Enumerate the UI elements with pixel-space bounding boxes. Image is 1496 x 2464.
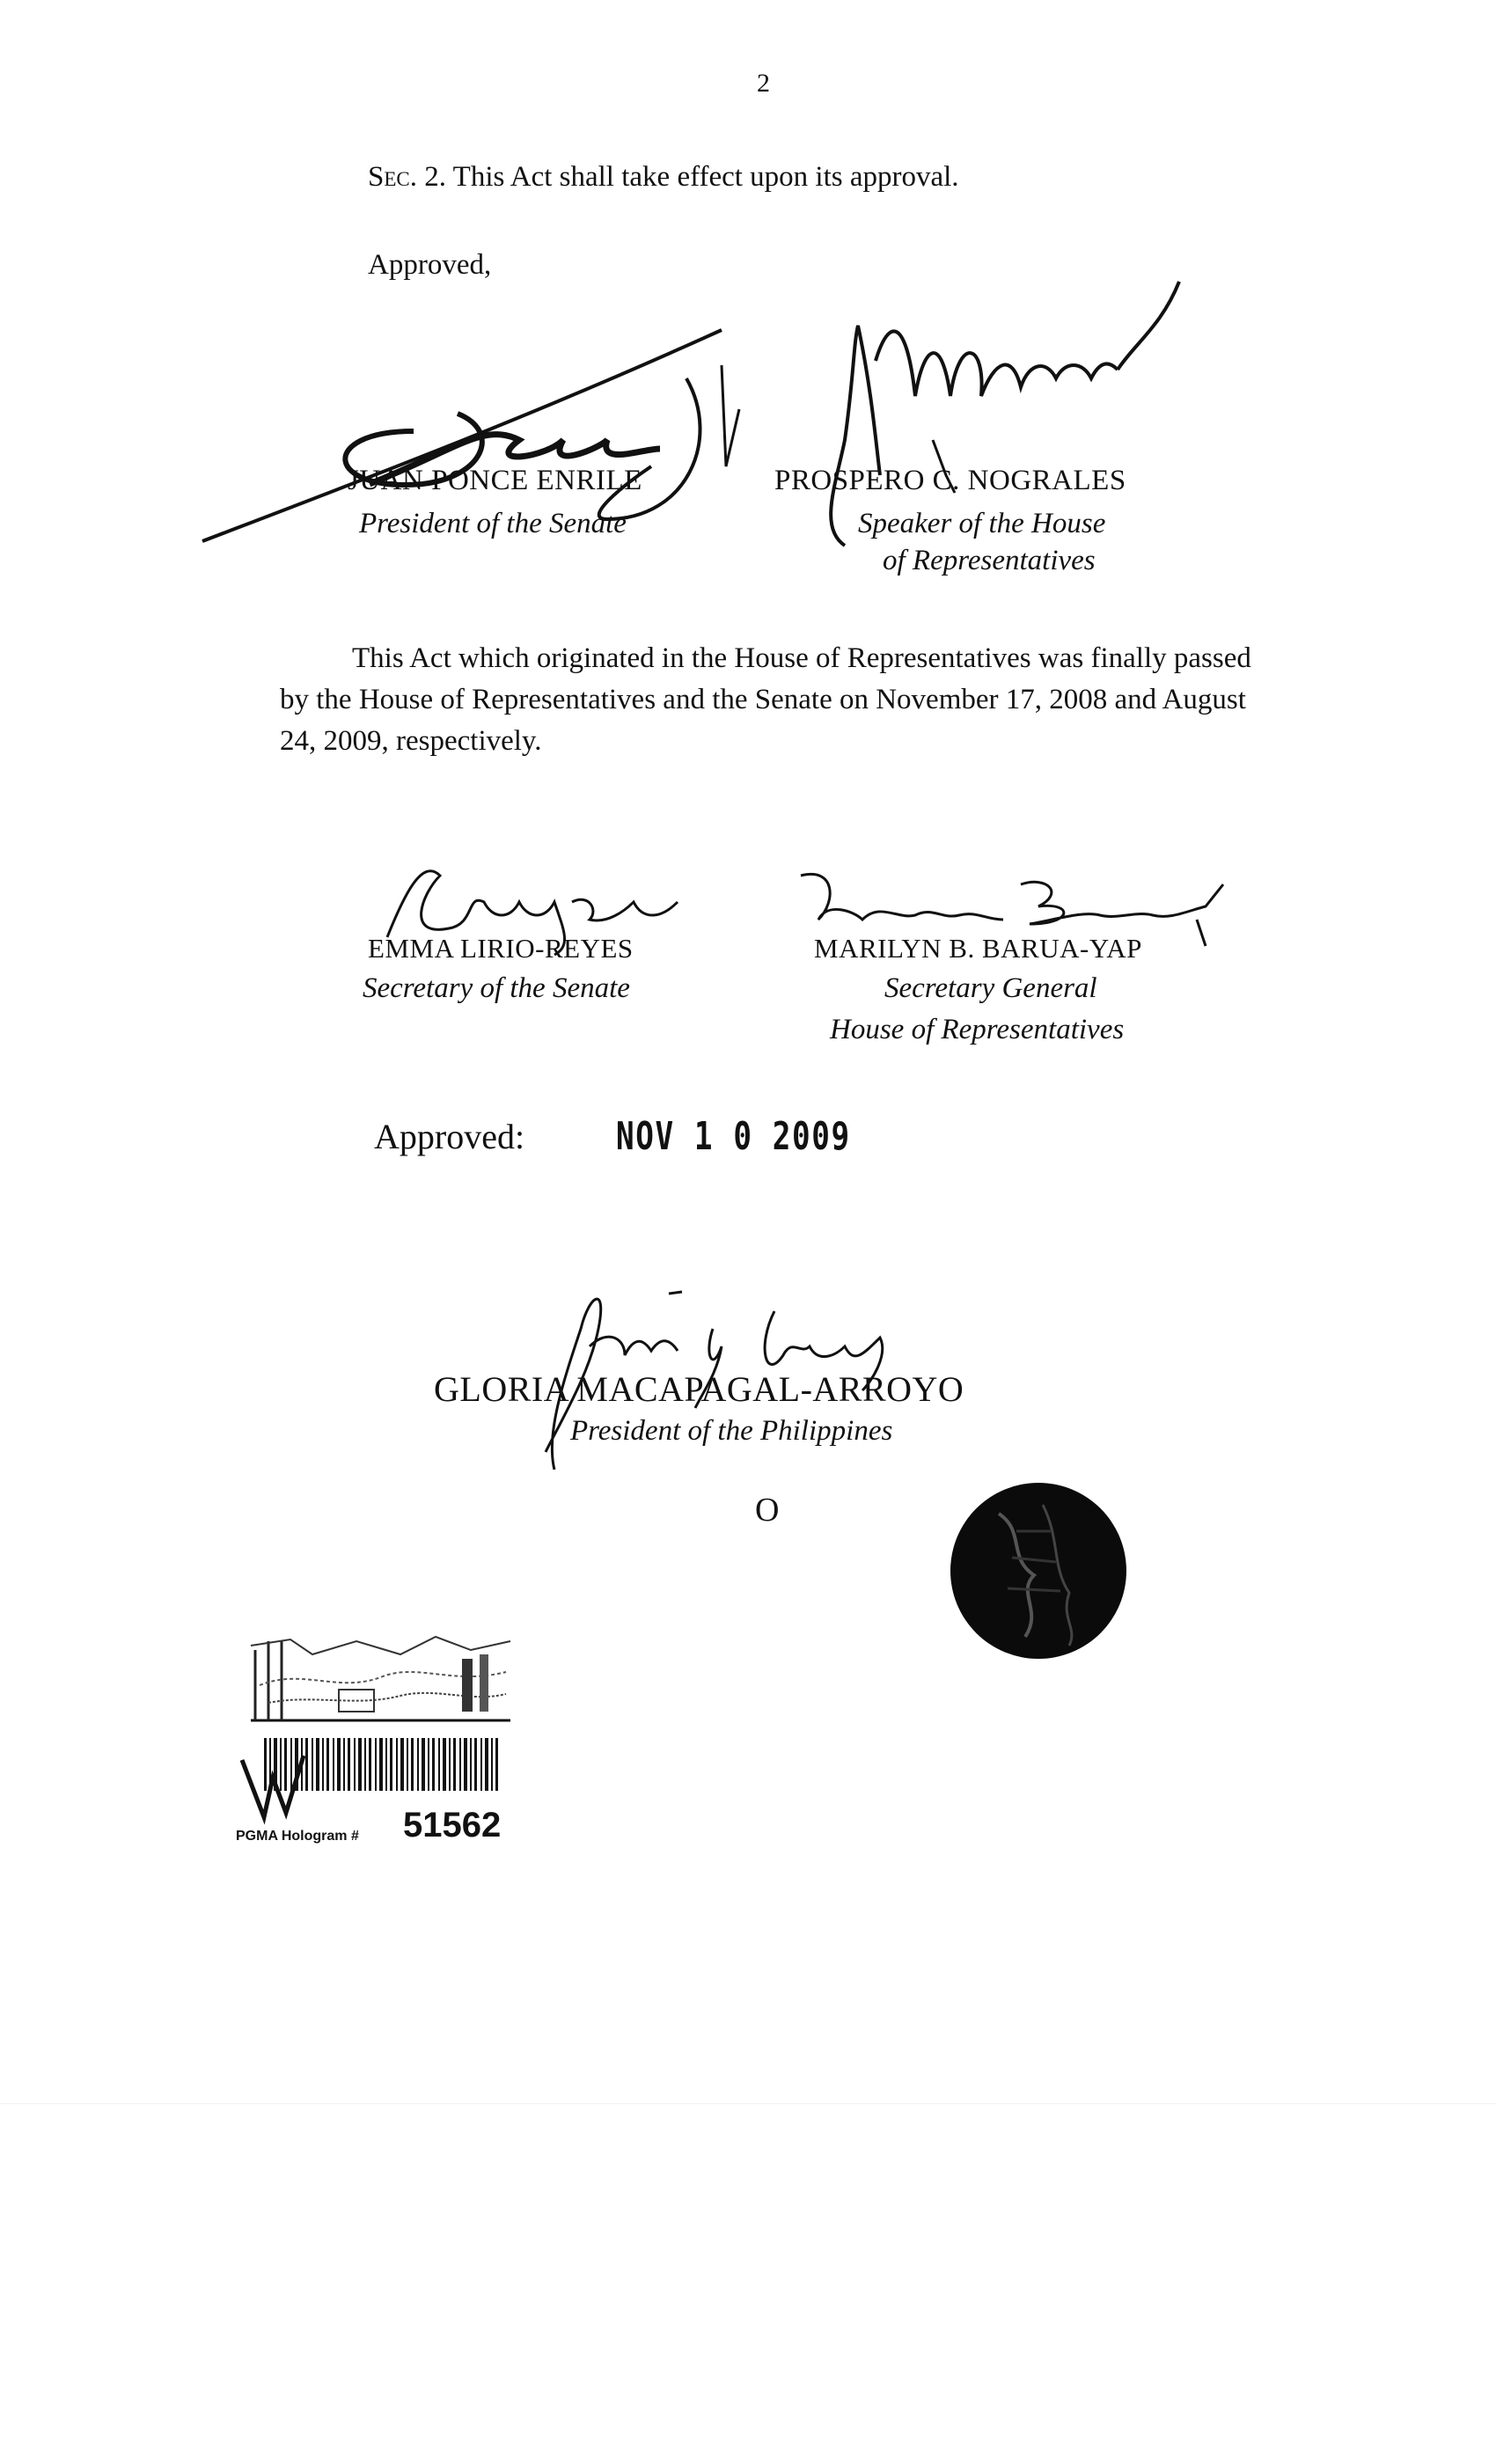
hologram-initial-mark (238, 1751, 308, 1822)
approval-label: Approved: (374, 1117, 525, 1156)
signatory-speaker-title-line1: Speaker of the House (858, 508, 1106, 539)
section-2 (368, 161, 959, 194)
page-number: 2 (757, 69, 770, 98)
dry-seal-mark (946, 1478, 1131, 1663)
hologram-number: 51562 (403, 1806, 502, 1844)
signature-senate-president (194, 317, 757, 581)
scan-edge-line (0, 2103, 1496, 2104)
section-text: This Act shall take effect upon its approval. (452, 161, 959, 193)
hologram-building-image (251, 1632, 510, 1725)
senate-secretary-name: EMMA LIRIO-REYES (368, 933, 634, 964)
signatory-senate-president-title: President of the Senate (359, 508, 627, 539)
paragraph-text: This Act which originated in the House of Representatives was finally passed by the House of Representatives and the Senate on November 17, 2008 and August 24, 2009, respectively. (280, 642, 1251, 757)
house-secretary-title-line1: Secretary General (884, 972, 1097, 1004)
signatory-speaker-title-line2: of Representatives (883, 545, 1096, 576)
end-mark: O (755, 1492, 780, 1529)
legislative-history-paragraph (280, 638, 1265, 762)
signatory-senate-president-name: JUAN PONCE ENRILE (348, 465, 642, 496)
president-name: GLORIA MACAPAGAL-ARROYO (434, 1369, 964, 1409)
section-label: Sec. 2. (368, 161, 446, 193)
house-secretary-title-line2: House of Representatives (830, 1014, 1125, 1045)
president-title: President of the Philippines (570, 1415, 893, 1447)
approval-date-stamp: NOV 1 0 2009 (616, 1114, 851, 1159)
hologram-label: PGMA Hologram # (236, 1829, 359, 1844)
house-secretary-name: MARILYN B. BARUA-YAP (814, 933, 1142, 964)
approved-heading: Approved, (368, 249, 492, 281)
senate-secretary-title: Secretary of the Senate (363, 972, 630, 1004)
signatory-speaker-name: PROSPERO C. NOGRALES (774, 465, 1126, 496)
